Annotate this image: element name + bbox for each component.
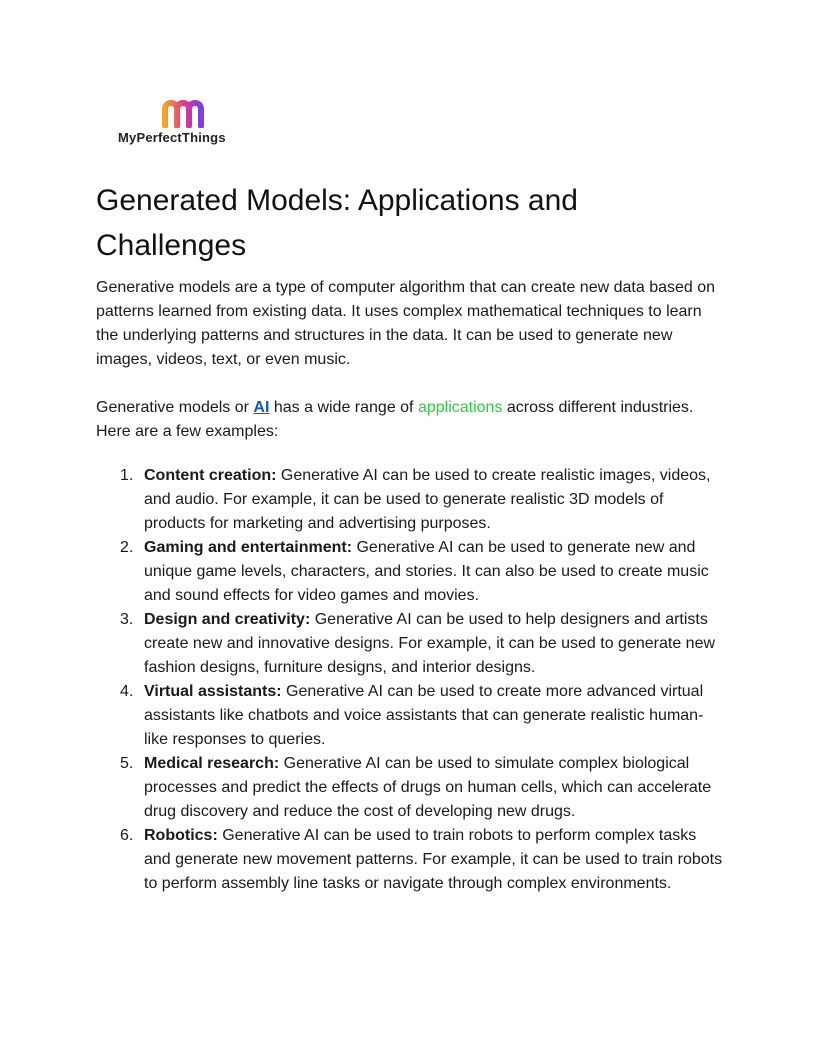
applications-paragraph [96, 396, 726, 444]
list-number: 3. [120, 611, 134, 628]
list-number: 6. [120, 827, 134, 844]
examples-list [96, 464, 726, 896]
list-item-term: Virtual assistants: [144, 683, 282, 700]
list-item [120, 824, 726, 896]
logo-m-icon [161, 100, 209, 128]
document-body [96, 178, 726, 896]
ai-link[interactable]: AI [253, 399, 270, 416]
list-item-term: Design and creativity: [144, 611, 311, 628]
intro-paragraph: Generative models are a type of computer algorithm that can create new data based on patterns learned from existing data. It uses complex mathematical techniques to learn the underlying patterns and structures in the data. It can be used to generate new images, videos, text, or even music. [96, 279, 716, 368]
list-item-text: Generative AI can be used to create realistic images, videos, and audio. For example, it can be used to generate realistic 3D models of products for marketing and advertising purposes. [144, 467, 711, 532]
list-item [120, 680, 726, 752]
list-item-text: Generative AI can be used to help designers and artists create new and innovative designs. For example, it can be used to generate new fashion designs, furniture designs, and interior designs. [144, 611, 716, 676]
list-item-term: Robotics: [144, 827, 218, 844]
list-item-term: Gaming and entertainment: [144, 539, 353, 556]
list-item-text: Generative AI can be used to simulate complex biological processes and predict the effects of drugs on human cells, which can accelerate drug discovery and reduce the cost of developing new drugs. [144, 755, 712, 820]
logo-text: MyPerfectThings [118, 130, 226, 145]
list-item [120, 536, 726, 608]
list-item [120, 752, 726, 824]
list-number: 4. [120, 683, 134, 700]
logo [116, 100, 256, 150]
list-number: 5. [120, 755, 134, 772]
list-item-text: Generative AI can be used to create more advanced virtual assistants like chatbots and voice assistants that can generate realistic human-like responses to queries. [144, 683, 704, 748]
list-item [120, 608, 726, 680]
list-item-text: Generative AI can be used to train robots to perform complex tasks and generate new movement patterns. For example, it can be used to train robots to perform assembly line tasks or navigate through complex environments. [144, 827, 723, 892]
applications-link[interactable]: applications [417, 399, 503, 416]
para-text-3: across different industries. Here are a few examples: [96, 399, 694, 440]
list-item-text: Generative AI can be used to generate new and unique game levels, characters, and stories. It can also be used to create music and sound effects for video games and movies. [144, 539, 709, 604]
list-number: 2. [120, 539, 134, 556]
list-item-term: Content creation: [144, 467, 277, 484]
page-title: Generated Models: Applications and Challenges [96, 184, 578, 262]
list-item-term: Medical research: [144, 755, 280, 772]
list-number: 1. [120, 467, 134, 484]
list-item [120, 464, 726, 536]
para-text-1: Generative models or [96, 399, 254, 416]
para-text-2: has a wide range of [269, 399, 418, 416]
